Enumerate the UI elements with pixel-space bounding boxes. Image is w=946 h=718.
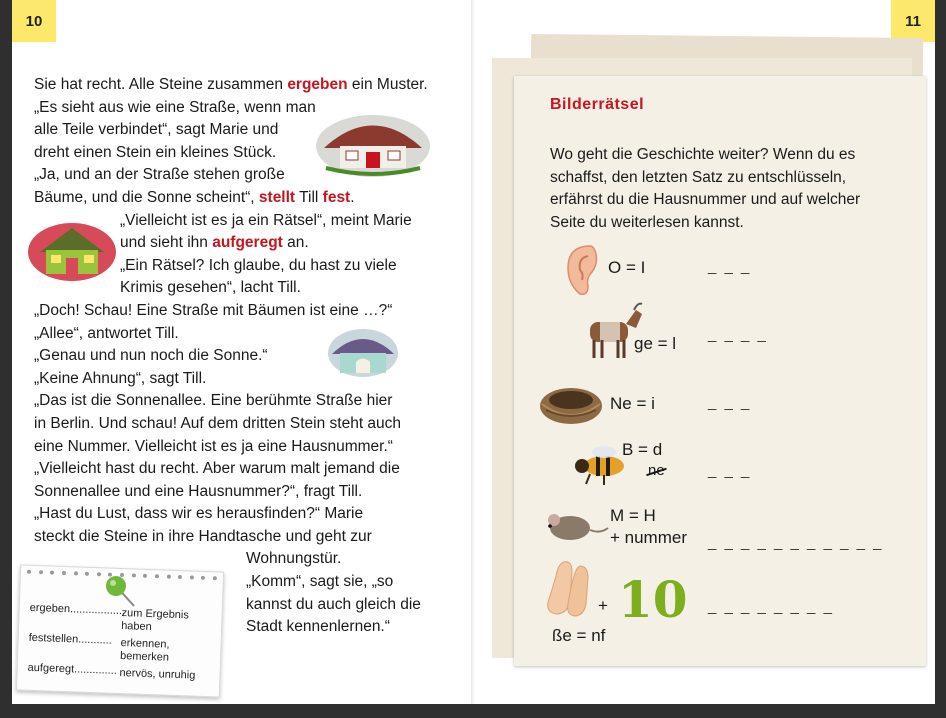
glossary-dots: ........... bbox=[77, 633, 113, 647]
story-text-span: Stadt kennenlernen.“ bbox=[246, 618, 390, 636]
story-text-span: „Keine Ahnung“, sagt Till. bbox=[34, 369, 207, 387]
answer-blank-2[interactable]: _ _ _ _ bbox=[708, 326, 768, 343]
puzzle-rule-1: O = I bbox=[608, 258, 646, 277]
glossary-dots: .................. bbox=[69, 603, 126, 618]
story-text-span: „Hast du Lust, dass wir es herausfinden?“ Marie bbox=[34, 505, 364, 523]
story-text-span: Till bbox=[295, 188, 323, 206]
answer-blank-4[interactable]: _ _ _ bbox=[708, 462, 752, 479]
story-text-span: alle Teile verbindet“, sagt Marie und bbox=[34, 121, 279, 139]
story-text-span: ein Muster. bbox=[347, 76, 428, 93]
story-text-span: „Allee“, antwortet Till. bbox=[34, 324, 179, 342]
puzzle-intro bbox=[550, 144, 910, 234]
story-text-span: Wohnungstür. bbox=[246, 550, 342, 568]
nest-icon bbox=[538, 378, 604, 428]
story-line bbox=[34, 390, 454, 413]
answer-blank-1[interactable]: _ _ _ bbox=[708, 258, 752, 275]
story-text-span: „Vielleicht ist es ja ein Rätsel“, meint Marie bbox=[120, 211, 412, 229]
story-line bbox=[34, 187, 454, 210]
glossary-definition-cont: bemerken bbox=[119, 650, 170, 664]
highlighted-word: aufgeregt bbox=[212, 234, 283, 252]
puzzle-rule-6: ße = nf bbox=[552, 626, 606, 645]
puzzle-intro-line: erfährst du die Hausnummer und auf welcher bbox=[550, 191, 861, 209]
puzzle-intro-line: schaffst, den letzten Satz zu entschlüsseln, bbox=[550, 168, 847, 186]
glossary-definition: nervös, unruhig bbox=[119, 667, 196, 682]
story-line bbox=[34, 413, 454, 436]
story-text-span: „Das ist die Sonnenallee. Eine berühmte Straße hier bbox=[34, 392, 393, 410]
highlighted-word: stellt bbox=[258, 188, 296, 206]
story-text-span: in Berlin. Und schau! Auf dem dritten Stein steht auch bbox=[34, 414, 402, 432]
highlighted-word: ergeben bbox=[287, 76, 348, 93]
glossary-word: ergeben bbox=[29, 601, 71, 616]
struck-letters: ne bbox=[648, 462, 665, 479]
puzzle-card bbox=[514, 76, 926, 666]
page-number-right: 11 bbox=[891, 0, 935, 42]
story-text-span: „Vielleicht hast du recht. Aber warum malt jemand die bbox=[34, 460, 400, 478]
puzzle-rule-2: ge = l bbox=[634, 334, 677, 353]
story-line bbox=[34, 436, 454, 459]
glossary-definition-cont: haben bbox=[120, 620, 152, 634]
puzzle-intro-line: Wo geht die Geschichte weiter? Wenn du es bbox=[550, 146, 856, 163]
book-gutter bbox=[471, 0, 475, 704]
story-line bbox=[34, 74, 454, 97]
story-text-span: „Ja, und an der Straße stehen große bbox=[34, 166, 285, 184]
story-text-span: an. bbox=[282, 234, 309, 252]
painted-stone-house-green-icon bbox=[26, 218, 118, 282]
story-text-span: „Genau und nun noch die Sonne.“ bbox=[34, 347, 268, 365]
story-line bbox=[34, 300, 454, 323]
glossary-word: aufgeregt bbox=[27, 661, 75, 676]
puzzle-rule-4: B = d bbox=[622, 440, 663, 459]
answer-blank-3[interactable]: _ _ _ bbox=[708, 394, 752, 411]
push-pin-icon bbox=[104, 574, 140, 610]
number-ten: 10 bbox=[618, 570, 688, 629]
story-line bbox=[34, 481, 454, 504]
glossary-dots: .............. bbox=[73, 663, 118, 677]
answer-blank-6[interactable]: _ _ _ _ _ _ _ _ bbox=[708, 598, 834, 615]
glossary-definition: zum Ergebnis bbox=[121, 607, 190, 622]
glossary-word: feststellen bbox=[28, 631, 79, 646]
mouse-icon bbox=[540, 506, 610, 546]
feet-icon bbox=[542, 556, 596, 620]
glossary-definition: erkennen, bbox=[120, 637, 170, 651]
painted-stone-house-red-icon bbox=[314, 108, 432, 178]
puzzle-title: Bilderrätsel bbox=[550, 96, 645, 113]
story-line bbox=[34, 526, 454, 549]
story-text-span: „Komm“, sagt sie, „so bbox=[246, 573, 394, 591]
story-text-span: „Ein Rätsel? Ich glaube, du hast zu viele bbox=[120, 256, 397, 274]
story-text-span: kannst du auch gleich die bbox=[246, 595, 421, 613]
story-text-span: Sonnenallee und eine Hausnummer?“, fragt Till. bbox=[34, 482, 363, 500]
story-text-span: steckt die Steine in ihre Handtasche und geht zur bbox=[34, 527, 372, 545]
painted-stone-house-blue-icon bbox=[326, 326, 400, 378]
glossary-list bbox=[27, 602, 220, 695]
glossary-term bbox=[27, 662, 117, 678]
story-text-span: Krimis gesehen“, lacht Till. bbox=[120, 279, 301, 297]
glossary-term bbox=[28, 632, 112, 647]
story-line bbox=[34, 458, 454, 481]
highlighted-word: fest bbox=[322, 188, 351, 206]
puzzle-rule-3: Ne = i bbox=[610, 394, 655, 413]
puzzle-rule-5: M = H bbox=[610, 506, 656, 525]
story-text-span: Bäume, und die Sonne scheint“, bbox=[34, 188, 259, 206]
story-line bbox=[34, 503, 454, 526]
story-text-span: „Doch! Schau! Eine Straße mit Bäumen ist eine …?“ bbox=[34, 301, 393, 319]
puzzle-extra-5: + nummer bbox=[610, 528, 687, 547]
puzzle-intro-line: Seite du weiterlesen kannst. bbox=[550, 213, 744, 231]
answer-blank-5[interactable]: _ _ _ _ _ _ _ _ _ _ _ bbox=[708, 534, 884, 551]
puzzle-strike-4 bbox=[648, 460, 665, 480]
ear-icon bbox=[564, 242, 600, 298]
story-text-span: und sieht ihn bbox=[120, 234, 213, 252]
story-text-span: eine Nummer. Vielleicht ist es ja eine Hausnummer.“ bbox=[34, 437, 393, 455]
story-text-span: „Es sieht aus wie eine Straße, wenn man bbox=[34, 98, 316, 116]
story-text-span: . bbox=[350, 188, 355, 206]
puzzle-plus: + bbox=[598, 596, 608, 615]
story-text-span: Sie hat recht. Alle Steine zusammen bbox=[34, 76, 288, 93]
page-number-left: 10 bbox=[12, 0, 56, 42]
story-text-span: dreht einen Stein ein kleines Stück. bbox=[34, 143, 277, 161]
